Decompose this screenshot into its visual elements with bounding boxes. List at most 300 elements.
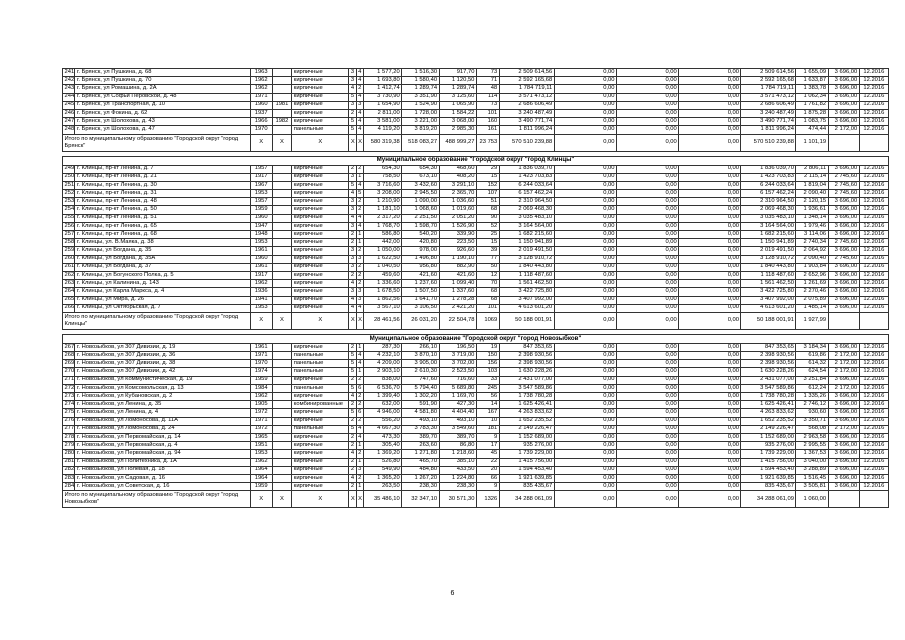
table-cell: 2 686 606,49: [499, 101, 554, 109]
table-cell: 0,00: [679, 255, 741, 263]
table-cell: 3 696,00: [828, 109, 859, 117]
table-cell: 0,00: [616, 384, 678, 392]
table-cell: 2 610,30: [402, 368, 439, 376]
table-cell: 5: [349, 409, 356, 417]
table-cell: 12.2016: [859, 173, 888, 181]
table-cell: 568,08: [796, 425, 828, 433]
table-cell: кирпичные: [292, 458, 349, 466]
table-cell: 1 099,40: [439, 280, 476, 288]
table-cell: 2: [356, 198, 363, 206]
table-cell: [272, 417, 292, 425]
table-cell: кирпичные: [292, 69, 349, 77]
table-cell: 2: [349, 483, 356, 491]
table-cell: 5 689,80: [439, 384, 476, 392]
table-cell: 0,00: [679, 271, 741, 279]
table-cell: [272, 458, 292, 466]
table-cell: 3 696,00: [828, 93, 859, 101]
table-row: [63, 190, 889, 198]
table-cell: 101: [476, 304, 499, 312]
table-cell: 12.2016: [859, 450, 888, 458]
table-cell: 2 270,46: [796, 288, 828, 296]
table-cell: 0,00: [616, 85, 678, 93]
table-cell: г. Брянск, ул Шолохова, д. 47: [75, 126, 250, 134]
table-cell: 276: [64, 417, 75, 424]
table-cell: 12.2016: [859, 393, 888, 401]
table-cell: 3 407 992,00: [741, 296, 796, 304]
table-cell: 287,30: [363, 343, 401, 351]
table-cell: г. Клинцы, пр-кт Ленина, д. 7: [75, 165, 250, 173]
table-cell: 266: [64, 304, 75, 311]
table-cell: 5: [349, 360, 356, 368]
table-cell: 0,00: [554, 109, 616, 117]
table-cell: 654,30: [363, 165, 401, 173]
table-cell: 4 613 601,20: [499, 304, 554, 312]
table-cell: 0,00: [679, 222, 741, 230]
table-cell: 3 547 589,86: [499, 384, 554, 392]
table-cell: 278: [64, 433, 75, 440]
table-cell: 0,00: [616, 198, 678, 206]
table-cell: 2: [356, 85, 363, 93]
table-cell: 0,00: [554, 206, 616, 214]
table-cell: 4: [349, 280, 356, 288]
table-cell: г. Клинцы, ул Богдана, д. 35: [75, 247, 250, 255]
table-cell: 1 278,28: [439, 296, 476, 304]
table-cell: 3 696,00: [828, 69, 859, 77]
table-cell: 3 719,00: [439, 352, 476, 360]
table-cell: г. Брянск, ул Транспортная, д. 10: [75, 101, 250, 109]
table-cell: кирпичные: [292, 85, 349, 93]
table-cell: г. Новозыбков, ул Ленина, д. 4: [75, 409, 250, 417]
table-cell: 1974: [250, 368, 272, 376]
table-cell: 1 936,61: [796, 206, 828, 214]
table-cell: 0,00: [616, 304, 678, 312]
table-cell: 241: [64, 68, 75, 75]
table-row: [63, 401, 889, 409]
table-cell: 12.2016: [859, 280, 888, 288]
table-cell: 0,00: [554, 165, 616, 173]
table-cell: 1 836 039,70: [499, 165, 554, 173]
table-cell: 6 244 033,64: [499, 181, 554, 189]
table-cell: 272: [64, 384, 75, 391]
table-cell: кирпичные: [292, 280, 349, 288]
table-cell: 624,54: [796, 368, 828, 376]
table-cell: 1 169,70: [439, 393, 476, 401]
table-cell: кирпичные: [292, 296, 349, 304]
table-cell: 167: [476, 409, 499, 417]
table-cell: 1 399,40: [363, 393, 401, 401]
section-title: Муниципальное образование "Городской округ "город Новозыбков": [63, 334, 889, 343]
table-row: [63, 352, 889, 360]
table-cell: 1961: [250, 343, 272, 351]
table-cell: 114: [476, 93, 499, 101]
table-cell: [272, 93, 292, 101]
table-cell: кирпичные: [292, 206, 349, 214]
table-cell: [272, 474, 292, 482]
table-cell: 0,00: [554, 126, 616, 134]
table-cell: 0,00: [679, 263, 741, 271]
table-cell: [272, 206, 292, 214]
table-cell: 0,00: [616, 474, 678, 482]
table-cell: 2: [356, 474, 363, 482]
table-cell: 420,80: [402, 239, 439, 247]
table-cell: 90: [476, 214, 499, 222]
table-cell: 103: [476, 368, 499, 376]
table-cell: 1 267,20: [402, 474, 439, 482]
table-cell: 101: [476, 109, 499, 117]
table-cell: г. Новозыбков, ул Ломоносова, д. 24: [75, 425, 250, 433]
table-cell: 0,00: [679, 190, 741, 198]
table-cell: 0,00: [616, 206, 678, 214]
table-cell: 1981: [272, 101, 292, 109]
table-cell: 12.2016: [859, 77, 888, 85]
table-cell: 3 696,00: [828, 247, 859, 255]
table-cell: 250: [64, 173, 75, 180]
total-area-residential: 30 571,30: [439, 491, 476, 508]
total-cost-sum: 50 188 001,91: [741, 312, 796, 329]
table-row: [63, 206, 889, 214]
table-cell: 1 036,60: [439, 198, 476, 206]
table-cell: г. Клинцы, ул Богунского Полка, д. 5: [75, 271, 250, 279]
table-cell: 433,50: [439, 466, 476, 474]
table-cell: 1964: [250, 474, 272, 482]
table-cell: [272, 198, 292, 206]
table-row: [63, 425, 889, 433]
table-cell: 1937: [250, 109, 272, 117]
table-cell: 847 353,65: [499, 343, 554, 351]
table-cell: 273: [64, 392, 75, 399]
table-cell: 1 210,90: [363, 198, 401, 206]
table-cell: 275: [64, 409, 75, 416]
table-cell: 261: [64, 263, 75, 270]
table-cell: 9: [476, 483, 499, 491]
table-cell: 0,00: [679, 101, 741, 109]
table-cell: 2 090,40: [796, 255, 828, 263]
table-cell: 1 369,20: [363, 450, 401, 458]
table-cell: 73: [476, 101, 499, 109]
table-cell: 12.2016: [859, 222, 888, 230]
table-cell: г. Новозыбков, ул Политехника, д. 1А: [75, 458, 250, 466]
table-cell: 0,00: [679, 239, 741, 247]
table-cell: 408,20: [439, 173, 476, 181]
table-cell: кирпичные: [292, 271, 349, 279]
table-cell: 4: [349, 214, 356, 222]
table-cell: кирпичные: [292, 255, 349, 263]
table-row: [63, 181, 889, 189]
table-cell: кирпичные: [292, 417, 349, 425]
table-cell: 156: [476, 360, 499, 368]
table-cell: 0,00: [554, 352, 616, 360]
table-cell: 421,60: [402, 271, 439, 279]
table-cell: 2 019 491,50: [741, 247, 796, 255]
table-row: [63, 458, 889, 466]
table-cell: 1917: [250, 173, 272, 181]
table-cell: 1 594 453,40: [741, 466, 796, 474]
section-title-row: [63, 334, 889, 343]
table-cell: 4: [356, 69, 363, 77]
table-cell: 2 172,00: [828, 126, 859, 134]
table-cell: 484,80: [402, 466, 439, 474]
table-cell: 274: [64, 400, 75, 407]
table-cell: 3 164 564,00: [741, 222, 796, 230]
total-unit-cost: 1 101,19: [796, 134, 828, 151]
table-cell: [272, 450, 292, 458]
table-cell: г. Брянск, ул Пушкина, д. 68: [75, 69, 250, 77]
table-cell: 5: [349, 181, 356, 189]
table-cell: 847 353,65: [741, 343, 796, 351]
table-cell: 68: [476, 288, 499, 296]
table-cell: 282: [64, 466, 75, 473]
table-cell: 0,00: [679, 165, 741, 173]
table-cell: 161: [476, 126, 499, 134]
table-cell: 1970: [250, 360, 272, 368]
table-cell: 3 114,06: [796, 231, 828, 239]
table-cell: 3 696,00: [828, 458, 859, 466]
table-cell: 3 696,00: [828, 409, 859, 417]
table-row: [63, 376, 889, 384]
table-cell: 3: [349, 288, 356, 296]
table-cell: 2 069 468,30: [499, 206, 554, 214]
table-cell: 427,30: [439, 401, 476, 409]
table-cell: 66: [476, 474, 499, 482]
table-cell: 3 490 771,74: [499, 118, 554, 126]
total-residents: 1069: [476, 312, 499, 329]
total-unit-cost: 1 060,00: [796, 491, 828, 508]
table-cell: 0,00: [554, 393, 616, 401]
table-cell: 0,00: [616, 271, 678, 279]
table-cell: 0,00: [679, 304, 741, 312]
table-cell: 3: [349, 77, 356, 85]
table-cell: 1 580,40: [402, 77, 439, 85]
table-cell: [272, 263, 292, 271]
table-cell: 1: [356, 239, 363, 247]
table-cell: 45: [476, 450, 499, 458]
table-cell: [272, 483, 292, 491]
table-cell: 389,70: [439, 433, 476, 441]
table-cell: 0,00: [679, 206, 741, 214]
table-cell: 0,00: [554, 190, 616, 198]
table-cell: 540,20: [402, 231, 439, 239]
table-cell: кирпичные: [292, 450, 349, 458]
table-cell: 2 398 930,56: [499, 352, 554, 360]
table-cell: 1 811 996,24: [499, 126, 554, 134]
table-cell: 0,00: [679, 442, 741, 450]
table-cell: 654,30: [402, 165, 439, 173]
table-cell: 1917: [250, 271, 272, 279]
table-cell: 1 728,00: [402, 109, 439, 117]
table-cell: 3 696,00: [828, 231, 859, 239]
table-cell: 1: [356, 368, 363, 376]
table-cell: кирпичные: [292, 165, 349, 173]
table-cell: 1: [356, 231, 363, 239]
table-cell: 245: [64, 101, 75, 108]
table-cell: 3 696,00: [828, 450, 859, 458]
total-x: X: [356, 134, 363, 151]
table-cell: [272, 77, 292, 85]
table-cell: 2: [356, 280, 363, 288]
table-cell: 3: [356, 466, 363, 474]
table-cell: 4: [349, 393, 356, 401]
total-label: Итого по муниципальному образованию "Городской округ "город Новозыбков": [63, 491, 251, 508]
table-cell: 0,00: [554, 409, 616, 417]
total-x: X: [356, 491, 363, 508]
table-cell: 2: [356, 206, 363, 214]
table-cell: 238,30: [402, 483, 439, 491]
table-cell: 3 783,30: [402, 425, 439, 433]
table-cell: 2 310 964,50: [741, 198, 796, 206]
table-cell: г. Клинцы, пр-кт Ленина, д. 31: [75, 190, 250, 198]
table-cell: [272, 376, 292, 384]
table-cell: 1 921 639,85: [499, 474, 554, 482]
table-cell: 4 581,80: [402, 409, 439, 417]
table-cell: г. Новозыбков, ул Первомайская, д. 14: [75, 433, 250, 441]
table-cell: 3 696,00: [828, 417, 859, 425]
table-cell: 1 496,80: [402, 255, 439, 263]
table-cell: 4: [356, 304, 363, 312]
empty-cell: [859, 491, 888, 508]
table-cell: 1966: [250, 118, 272, 126]
table-cell: 181: [476, 425, 499, 433]
table-cell: 1 862,56: [363, 296, 401, 304]
table-cell: 15: [476, 239, 499, 247]
table-cell: 1 903,84: [796, 263, 828, 271]
table-cell: 12.2016: [859, 304, 888, 312]
table-cell: 4: [349, 304, 356, 312]
table-cell: 0,00: [679, 368, 741, 376]
table-cell: 1948: [250, 231, 272, 239]
table-cell: 2 523,50: [439, 368, 476, 376]
register-body: [63, 69, 889, 508]
table-row: [63, 126, 889, 134]
table-cell: 3 696,00: [828, 118, 859, 126]
table-row: [63, 198, 889, 206]
section-title-row: [63, 156, 889, 165]
table-cell: 493,10: [439, 417, 476, 425]
table-cell: 2: [356, 165, 363, 173]
table-cell: 0,00: [679, 417, 741, 425]
table-cell: 12.2016: [859, 93, 888, 101]
table-cell: 3 819,20: [402, 126, 439, 134]
table-cell: 3 696,00: [828, 77, 859, 85]
table-cell: 468,60: [439, 165, 476, 173]
table-cell: 1962: [250, 458, 272, 466]
total-cost-part: 0,00: [554, 491, 616, 508]
table-cell: 0,00: [616, 368, 678, 376]
table-cell: 12.2016: [859, 118, 888, 126]
table-cell: 247: [64, 117, 75, 124]
table-cell: 0,00: [679, 288, 741, 296]
table-cell: [272, 343, 292, 351]
table-cell: 459,60: [363, 271, 401, 279]
table-cell: 3: [349, 255, 356, 263]
table-cell: 0,00: [679, 109, 741, 117]
table-cell: 1 415 756,00: [741, 458, 796, 466]
table-cell: 2 115,14: [796, 173, 828, 181]
table-cell: 2 806,11: [796, 165, 828, 173]
table-cell: кирпичные: [292, 239, 349, 247]
table-cell: 3 422 725,80: [741, 288, 796, 296]
table-cell: 1 652 235,52: [499, 417, 554, 425]
table-cell: 4 946,00: [363, 409, 401, 417]
table-cell: 474,44: [796, 126, 828, 134]
table-cell: [272, 425, 292, 433]
table-cell: 1963: [250, 69, 272, 77]
table-cell: 0,00: [679, 93, 741, 101]
table-cell: 2 064,92: [796, 247, 828, 255]
table-cell: 48: [476, 85, 499, 93]
table-cell: 2 985,30: [439, 126, 476, 134]
table-cell: г. Клинцы, пр-кт Ленина, д. 68: [75, 231, 250, 239]
table-cell: 1 633,87: [796, 77, 828, 85]
table-cell: 251: [64, 181, 75, 188]
table-cell: 70: [476, 280, 499, 288]
table-cell: г. Брянск, ул Фокина, д. 62: [75, 109, 250, 117]
table-cell: 1 068,60: [402, 206, 439, 214]
table-cell: г. Новозыбков, ул Кубановская, д. 2: [75, 393, 250, 401]
table-cell: 6 157 462,24: [499, 190, 554, 198]
table-cell: 1 261,69: [796, 280, 828, 288]
table-cell: 3 870,10: [402, 352, 439, 360]
table-cell: 2 995,55: [796, 442, 828, 450]
table-cell: 2: [356, 393, 363, 401]
table-cell: 0,00: [616, 93, 678, 101]
table-cell: 0,00: [616, 288, 678, 296]
table-cell: 0,00: [616, 442, 678, 450]
table-cell: 0,00: [616, 393, 678, 401]
table-row: [63, 263, 889, 271]
total-label: Итого по муниципальному образованию "Городской округ "город Брянск": [63, 134, 251, 151]
table-cell: кирпичные: [292, 376, 349, 384]
empty-cell: [828, 491, 859, 508]
table-cell: 1962: [250, 393, 272, 401]
table-cell: 245: [476, 384, 499, 392]
table-cell: 248: [64, 126, 75, 132]
table-cell: 6: [356, 409, 363, 417]
table-cell: г. Клинцы, ул Богдана, д. 35А: [75, 255, 250, 263]
table-cell: 0,00: [554, 181, 616, 189]
table-cell: 1 625 426,41: [741, 401, 796, 409]
table-cell: 2: [349, 343, 356, 351]
table-cell: 223,50: [439, 239, 476, 247]
table-cell: 3 581,00: [363, 118, 401, 126]
table-cell: 3 696,00: [828, 433, 859, 441]
total-residents: 23 753: [476, 134, 499, 151]
table-cell: 0,00: [679, 425, 741, 433]
table-cell: 3 696,00: [828, 343, 859, 351]
table-cell: 3 696,00: [828, 304, 859, 312]
table-cell: кирпичные: [292, 304, 349, 312]
page-number: 6: [450, 590, 455, 597]
housing-register-table: [62, 68, 889, 508]
table-cell: 2 745,60: [828, 255, 859, 263]
table-cell: 39: [476, 247, 499, 255]
table-cell: 3 291,10: [439, 181, 476, 189]
table-cell: 1960: [250, 101, 272, 109]
table-cell: 12.2016: [859, 231, 888, 239]
table-cell: 838,00: [363, 376, 401, 384]
table-cell: 493,10: [402, 417, 439, 425]
table-cell: 1 050,00: [363, 247, 401, 255]
table-cell: 3 125,60: [439, 93, 476, 101]
table-cell: [272, 466, 292, 474]
table-cell: 1 423 703,83: [741, 173, 796, 181]
table-cell: 0,00: [616, 126, 678, 134]
table-cell: 591,90: [402, 401, 439, 409]
table-row: [63, 368, 889, 376]
table-cell: 1 630 228,26: [499, 368, 554, 376]
total-residents: 1326: [476, 491, 499, 508]
total-x: X: [349, 134, 356, 151]
table-cell: 930,60: [796, 409, 828, 417]
